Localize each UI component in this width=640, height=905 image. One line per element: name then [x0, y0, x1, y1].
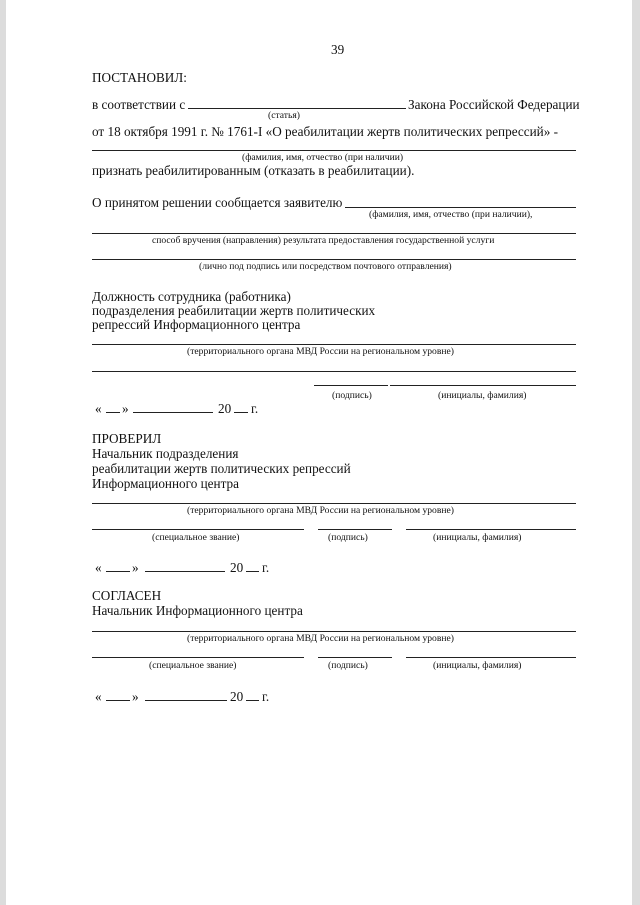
agreed-date-month-blank	[145, 700, 227, 701]
article-blank-line	[188, 108, 406, 109]
agreed-date-year-blank	[246, 700, 259, 701]
accordance-suffix: Закона Российской Федерации	[408, 97, 580, 112]
agreed-territorial-caption: (территориального органа МВД России на региональном уровне)	[187, 633, 454, 644]
officer-territorial-blank-line	[92, 344, 576, 345]
law-reference-line: от 18 октября 1991 г. № 1761-I «О реабилитации жертв политических репрессий» -	[92, 124, 558, 139]
fio-blank-line	[92, 150, 576, 151]
officer-date-open-quote: «	[95, 401, 102, 416]
agreed-signature-caption: (подпись)	[328, 660, 368, 671]
checked-date-year: 20	[230, 560, 244, 575]
checked-signature-caption: (подпись)	[328, 532, 368, 543]
checked-territorial-caption: (территориального органа МВД России на региональном уровне)	[187, 505, 454, 516]
checked-rank-caption: (специальное звание)	[152, 532, 240, 543]
officer-position-line2: подразделения реабилитации жертв политических	[92, 303, 376, 318]
decision-heading: ПОСТАНОВИЛ:	[92, 70, 187, 85]
agreed-date-day-blank	[106, 700, 130, 701]
officer-date-month-blank	[133, 412, 213, 413]
checked-position-line1: Начальник подразделения	[92, 446, 239, 461]
officer-date-suffix: г.	[251, 401, 259, 416]
checked-rank-blank-line	[92, 529, 304, 530]
checked-date-year-blank	[246, 571, 259, 572]
fio-caption: (фамилия, имя, отчество (при наличии)	[242, 152, 404, 163]
agreed-rank-blank-line	[92, 657, 304, 658]
officer-initials-caption: (инициалы, фамилия)	[438, 390, 527, 401]
notification-text: О принятом решении сообщается заявителю	[92, 195, 343, 210]
officer-date-close-quote: »	[122, 401, 129, 416]
agreed-territorial-blank-line	[92, 631, 576, 632]
checked-date-month-blank	[145, 571, 225, 572]
agreed-initials-caption: (инициалы, фамилия)	[433, 660, 522, 671]
officer-initials-blank-line	[390, 385, 576, 386]
checked-date-close-quote: »	[132, 560, 139, 575]
accordance-prefix: в соответствии с	[92, 97, 186, 112]
officer-date-year: 20	[218, 401, 232, 416]
checked-initials-caption: (инициалы, фамилия)	[433, 532, 522, 543]
agreed-date-suffix: г.	[262, 689, 270, 704]
checked-date-open-quote: «	[95, 560, 102, 575]
officer-territorial-caption: (территориального органа МВД России на региональном уровне)	[187, 346, 454, 357]
delivery-blank-line	[92, 233, 576, 234]
officer-position-line3: репрессий Информационного центра	[92, 317, 301, 332]
agreed-rank-caption: (специальное звание)	[149, 660, 237, 671]
officer-position-line1: Должность сотрудника (работника)	[92, 289, 291, 304]
agreed-date-close-quote: »	[132, 689, 139, 704]
delivery-mode-caption: (лично под подпись или посредством почтового отправления)	[199, 261, 452, 272]
checked-territorial-blank-line	[92, 503, 576, 504]
agreed-date-year: 20	[230, 689, 244, 704]
delivery-caption: способ вручения (направления) результата предоставления государственной услуги	[152, 235, 495, 246]
officer-date-year-blank	[234, 412, 248, 413]
applicant-fio-blank-line	[345, 207, 576, 208]
checked-date-day-blank	[106, 571, 130, 572]
applicant-fio-caption: (фамилия, имя, отчество (при наличии),	[369, 209, 533, 220]
checked-initials-blank-line	[406, 529, 576, 530]
agreed-initials-blank-line	[406, 657, 576, 658]
officer-signature-caption: (подпись)	[332, 390, 372, 401]
agreed-heading: СОГЛАСЕН	[92, 588, 162, 603]
recognize-text: признать реабилитированным (отказать в реабилитации).	[92, 163, 415, 178]
agreed-position-line1: Начальник Информационного центра	[92, 603, 303, 618]
delivery-mode-blank-line	[92, 259, 576, 260]
officer-date-day-blank	[106, 412, 120, 413]
checked-date-suffix: г.	[262, 560, 270, 575]
page-number: 39	[331, 42, 345, 57]
checked-heading: ПРОВЕРИЛ	[92, 431, 162, 446]
agreed-signature-blank-line	[318, 657, 392, 658]
checked-position-line3: Информационного центра	[92, 476, 239, 491]
article-caption: (статья)	[268, 110, 300, 121]
agreed-date-open-quote: «	[95, 689, 102, 704]
checked-signature-blank-line	[318, 529, 392, 530]
officer-extra-blank-line	[92, 371, 576, 372]
document-page	[6, 0, 632, 905]
officer-signature-blank-line	[314, 385, 388, 386]
checked-position-line2: реабилитации жертв политических репрессий	[92, 461, 351, 476]
